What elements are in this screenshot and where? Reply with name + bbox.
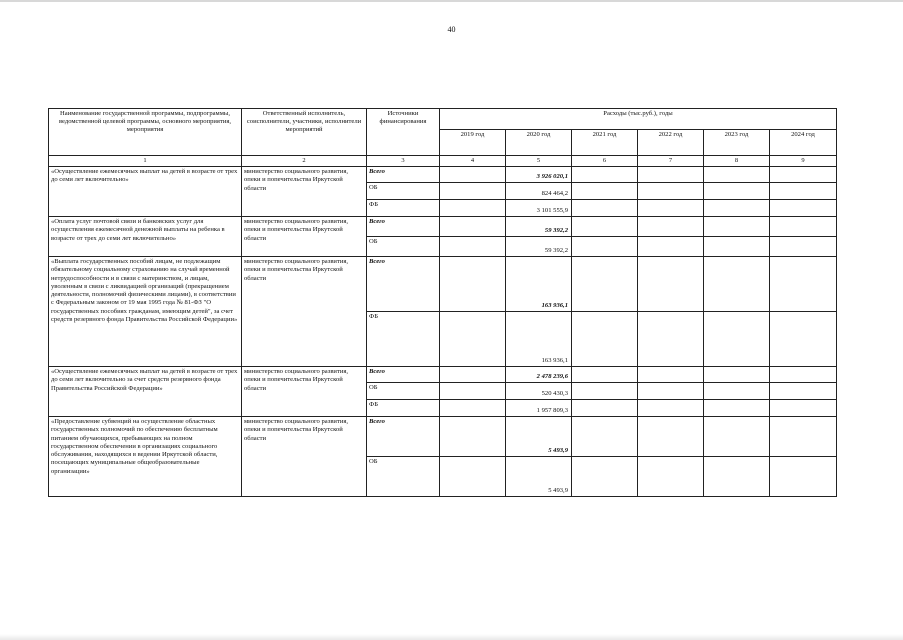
budget-table — [48, 108, 837, 497]
amount-2023 — [704, 183, 770, 200]
amount-2019 — [440, 400, 506, 417]
amount-2020: 59 392,2 — [506, 237, 572, 257]
amount-2024 — [770, 417, 837, 457]
column-number: 4 — [440, 156, 506, 167]
amount-2023 — [704, 200, 770, 217]
amount-2021 — [572, 217, 638, 237]
amount-2020: 59 392,2 — [506, 217, 572, 237]
measure-executor: министерство социального развития, опеки и попечительства Иркутской области — [242, 257, 367, 367]
header-year-2020: 2020 год — [506, 130, 572, 156]
amount-2019 — [440, 312, 506, 367]
amount-2022 — [638, 457, 704, 497]
column-number: 2 — [242, 156, 367, 167]
table-row — [49, 217, 837, 237]
amount-2021 — [572, 417, 638, 457]
source-label: Всего — [367, 167, 440, 183]
amount-2024 — [770, 367, 837, 383]
amount-2020: 5 493,9 — [506, 457, 572, 497]
amount-2023 — [704, 237, 770, 257]
amount-2021 — [572, 167, 638, 183]
amount-2023 — [704, 457, 770, 497]
amount-2021 — [572, 383, 638, 400]
amount-2024 — [770, 237, 837, 257]
amount-2024 — [770, 217, 837, 237]
measure-executor: министерство социального развития, опеки и попечительства Иркутской области — [242, 417, 367, 497]
amount-2023 — [704, 217, 770, 237]
header-row-1 — [49, 109, 837, 130]
table-row — [49, 257, 837, 312]
column-number: 6 — [572, 156, 638, 167]
amount-2024 — [770, 457, 837, 497]
amount-2023 — [704, 417, 770, 457]
amount-2019 — [440, 457, 506, 497]
amount-2022 — [638, 200, 704, 217]
amount-2022 — [638, 367, 704, 383]
column-numbers-row — [49, 156, 837, 167]
measure-name: «Осуществление ежемесячных выплат на детей в возрасте от трех до семи лет включительно за счет средств резервного фонда Правительства Российской Федерации» — [49, 367, 242, 417]
amount-2022 — [638, 383, 704, 400]
amount-2020: 5 493,9 — [506, 417, 572, 457]
amount-2022 — [638, 417, 704, 457]
amount-2019 — [440, 417, 506, 457]
amount-2020: 1 957 809,3 — [506, 400, 572, 417]
amount-2021 — [572, 400, 638, 417]
source-label: ФБ — [367, 200, 440, 217]
column-number: 3 — [367, 156, 440, 167]
header-expenses: Расходы (тыс.руб.), годы — [440, 109, 837, 130]
amount-2020: 163 936,1 — [506, 257, 572, 312]
amount-2024 — [770, 400, 837, 417]
amount-2023 — [704, 167, 770, 183]
measure-executor: министерство социального развития, опеки и попечительства Иркутской области — [242, 167, 367, 217]
amount-2021 — [572, 237, 638, 257]
header-year-2023: 2023 год — [704, 130, 770, 156]
amount-2024 — [770, 312, 837, 367]
amount-2019 — [440, 200, 506, 217]
measure-name: «Осуществление ежемесячных выплат на детей в возрасте от трех до семи лет включительно» — [49, 167, 242, 217]
amount-2019 — [440, 367, 506, 383]
amount-2021 — [572, 257, 638, 312]
source-label: Всего — [367, 217, 440, 237]
measure-executor: министерство социального развития, опеки и попечительства Иркутской области — [242, 367, 367, 417]
column-number: 7 — [638, 156, 704, 167]
header-executor: Ответственный исполнитель, соисполнители, участники, исполнители мероприятий — [242, 109, 367, 156]
amount-2022 — [638, 217, 704, 237]
table-row — [49, 167, 837, 183]
amount-2021 — [572, 312, 638, 367]
source-label: Всего — [367, 257, 440, 312]
header-sources: Источники финансирования — [367, 109, 440, 156]
page-number: 40 — [447, 25, 456, 34]
source-label: ОБ — [367, 237, 440, 257]
measure-executor: министерство социального развития, опеки и попечительства Иркутской области — [242, 217, 367, 257]
amount-2022 — [638, 400, 704, 417]
amount-2020: 824 464,2 — [506, 183, 572, 200]
column-number: 8 — [704, 156, 770, 167]
column-number: 5 — [506, 156, 572, 167]
table-row — [49, 417, 837, 457]
amount-2022 — [638, 167, 704, 183]
amount-2021 — [572, 200, 638, 217]
amount-2019 — [440, 237, 506, 257]
source-label: ОБ — [367, 457, 440, 497]
amount-2022 — [638, 183, 704, 200]
page-top-edge — [0, 0, 903, 2]
source-label: ОБ — [367, 383, 440, 400]
source-label: Всего — [367, 367, 440, 383]
measure-name: «Выплата государственных пособий лицам, не подлежащим обязательному социальному страхованию на случай временной нетрудоспособности и в связи с материнством, и лицам, уволенным в связи с ликвидацией организаций (прекращением деятельности, полномочий физическими лицами), в соответствии с Федеральным законом от 19 мая 1995 года № 81-ФЗ "О государственных пособиях гражданам, имеющим детей", за счет средств резервного фонда Правительства Российской Федерации» — [49, 257, 242, 367]
amount-2023 — [704, 383, 770, 400]
source-label: Всего — [367, 417, 440, 457]
measure-name: «Предоставление субвенций на осуществление областных государственных полномочий по обеспечению бесплатным питанием обучающихся, пребывающих на полном государственном обеспечении в организациях социального обслуживания, находящихся в ведении Иркутской области, посещающих муниципальные общеобразовательные организации» — [49, 417, 242, 497]
amount-2023 — [704, 400, 770, 417]
header-name: Наименование государственной программы, подпрограммы, ведомственной целевой программы, основного мероприятия, мероприятия — [49, 109, 242, 156]
amount-2020: 2 478 239,6 — [506, 367, 572, 383]
amount-2024 — [770, 383, 837, 400]
amount-2024 — [770, 200, 837, 217]
amount-2019 — [440, 383, 506, 400]
amount-2024 — [770, 167, 837, 183]
amount-2022 — [638, 257, 704, 312]
source-label: ФБ — [367, 400, 440, 417]
amount-2021 — [572, 367, 638, 383]
amount-2020: 3 101 555,9 — [506, 200, 572, 217]
amount-2020: 163 936,1 — [506, 312, 572, 367]
measure-name: «Оплата услуг почтовой связи и банковских услуг для осуществления ежемесячной денежной выплаты на ребенка в возрасте от трех до семи лет включительно» — [49, 217, 242, 257]
amount-2019 — [440, 167, 506, 183]
amount-2024 — [770, 183, 837, 200]
header-year-2021: 2021 год — [572, 130, 638, 156]
amount-2020: 520 430,3 — [506, 383, 572, 400]
source-label: ФБ — [367, 312, 440, 367]
amount-2023 — [704, 257, 770, 312]
table-row — [49, 367, 837, 383]
header-year-2019: 2019 год — [440, 130, 506, 156]
header-year-2022: 2022 год — [638, 130, 704, 156]
amount-2021 — [572, 457, 638, 497]
column-number: 1 — [49, 156, 242, 167]
amount-2021 — [572, 183, 638, 200]
header-year-2024: 2024 год — [770, 130, 837, 156]
amount-2019 — [440, 217, 506, 237]
amount-2019 — [440, 183, 506, 200]
amount-2023 — [704, 312, 770, 367]
amount-2024 — [770, 257, 837, 312]
amount-2020: 3 926 020,1 — [506, 167, 572, 183]
column-number: 9 — [770, 156, 837, 167]
amount-2019 — [440, 257, 506, 312]
amount-2022 — [638, 312, 704, 367]
page-bottom-edge — [0, 634, 903, 640]
source-label: ОБ — [367, 183, 440, 200]
amount-2022 — [638, 237, 704, 257]
amount-2023 — [704, 367, 770, 383]
